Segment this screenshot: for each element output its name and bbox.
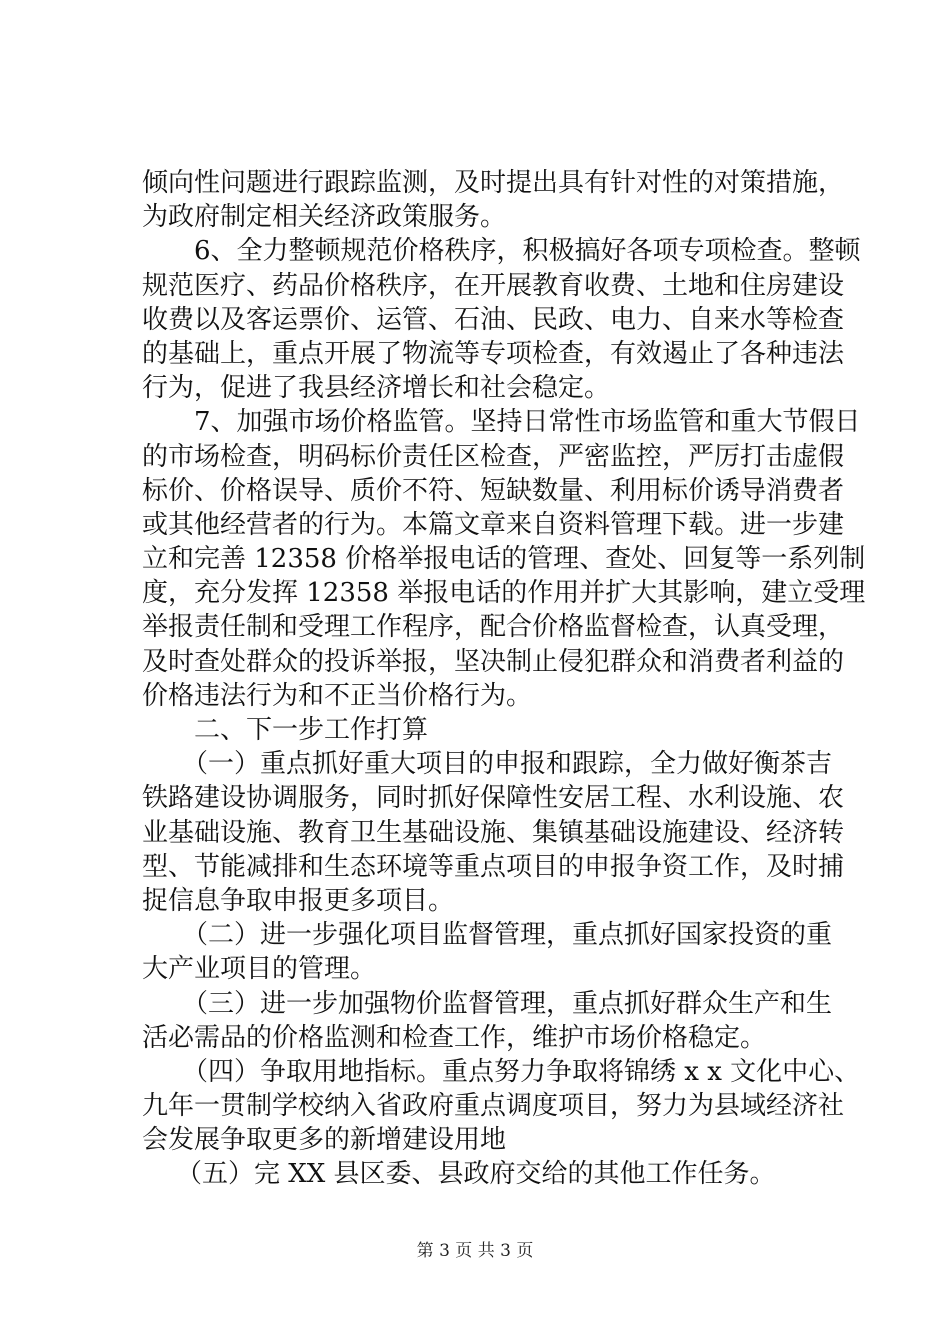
text-line: 价格违法行为和不正当价格行为。 (142, 680, 533, 711)
text-line: 为政府制定相关经济政策服务。 (142, 202, 507, 233)
text-line: 型、节能减排和生态环境等重点项目的申报争资工作，及时捕 (142, 851, 845, 882)
text-line: 规范医疗、药品价格秩序，在开展教育收费、土地和住房建设 (142, 270, 845, 301)
section-heading: 二、下一步工作打算 (194, 715, 429, 745)
text-line: （二）进一步强化项目监督管理，重点抓好国家投资的重 (182, 920, 833, 951)
text-line: 立和完善 12358 价格举报电话的管理、查处、回复等一系列制 (142, 544, 866, 575)
text-line: 活必需品的价格监测和检查工作，维护市场价格稳定。 (142, 1022, 767, 1053)
text-line: 度，充分发挥 12358 举报电话的作用并扩大其影响，建立受理 (142, 578, 866, 609)
text-line: 标价、价格误导、质价不符、短缺数量、利用标价诱导消费者 (142, 475, 845, 506)
text-line: 举报责任制和受理工作程序，配合价格监督检查，认真受理， (142, 612, 845, 643)
text-line: 会发展争取更多的新增建设用地 (142, 1125, 507, 1156)
text-line: （三）进一步加强物价监督管理，重点抓好群众生产和生 (182, 988, 833, 1019)
text-line: 大产业项目的管理。 (142, 954, 377, 985)
document-body (142, 166, 866, 1192)
text-line: 捉信息争取申报更多项目。 (142, 885, 455, 916)
page-number-footer: 第 3 页 共 3 页 (416, 1241, 534, 1261)
text-line: 或其他经营者的行为。本篇文章来自资料管理下载。进一步建 (142, 509, 845, 540)
text-line: （五）完 XX 县区委、县政府交给的其他工作任务。 (176, 1159, 776, 1190)
text-line: 的基础上，重点开展了物流等专项检查，有效遏止了各种违法 (142, 338, 845, 369)
text-line: （一）重点抓好重大项目的申报和跟踪，全力做好衡茶吉 (182, 749, 833, 780)
text-line: （四）争取用地指标。重点努力争取将锦绣 x x 文化中心、 (182, 1056, 861, 1087)
text-line: 行为，促进了我县经济增长和社会稳定。 (142, 373, 611, 404)
text-line: 九年一贯制学校纳入省政府重点调度项目，努力为县域经济社 (142, 1091, 845, 1122)
text-line: 6、全力整顿规范价格秩序，积极搞好各项专项检查。整顿 (194, 236, 861, 267)
text-line: 7、加强市场价格监管。坚持日常性市场监管和重大节假日 (194, 407, 861, 438)
text-line: 及时查处群众的投诉举报，坚决制止侵犯群众和消费者利益的 (142, 646, 845, 677)
text-line: 铁路建设协调服务，同时抓好保障性安居工程、水利设施、农 (142, 783, 845, 814)
text-line: 业基础设施、教育卫生基础设施、集镇基础设施建设、经济转 (142, 817, 845, 848)
text-line: 的市场检查，明码标价责任区检查，严密监控，严厉打击虚假 (142, 441, 845, 472)
text-line: 收费以及客运票价、运管、石油、民政、电力、自来水等检查 (142, 304, 845, 335)
text-line: 倾向性问题进行跟踪监测，及时提出具有针对性的对策措施， (142, 168, 845, 198)
